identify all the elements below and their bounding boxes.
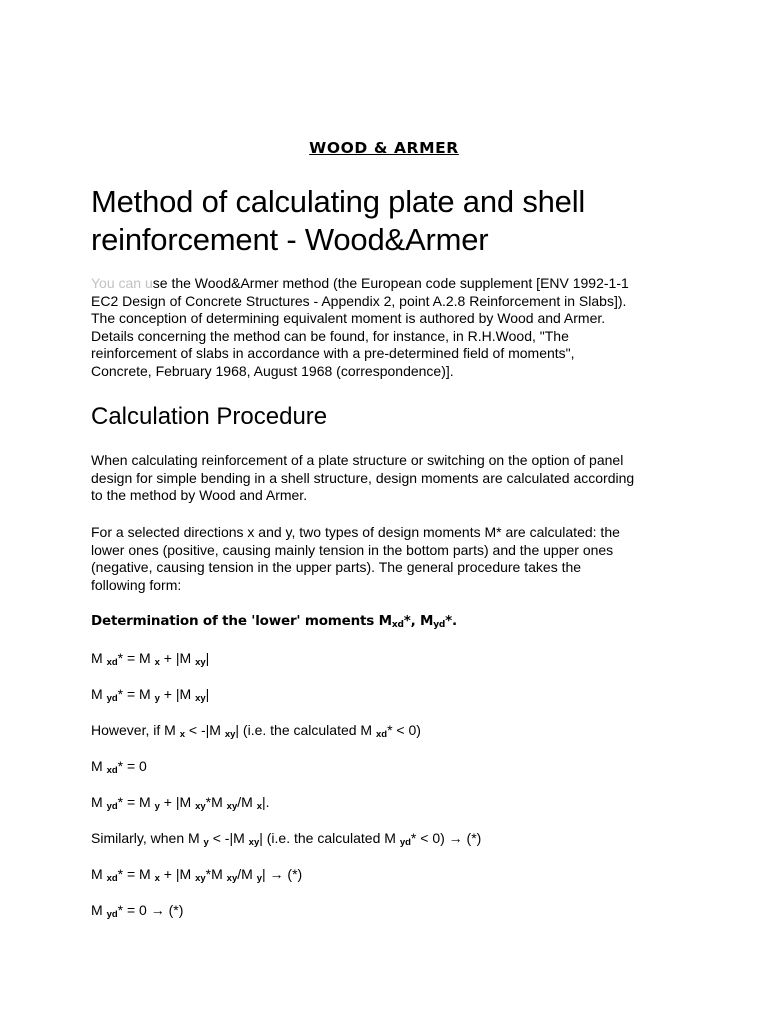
subscript: xd — [106, 765, 118, 776]
paragraph-line: For a selected directions x and y, two types of design moments M* are calculated: the — [91, 524, 620, 540]
subscript: xy — [195, 657, 206, 668]
intro-line: Concrete, February 1968, August 1968 (correspondence)]. — [91, 362, 454, 379]
eq-text: | → (*) — [261, 866, 303, 882]
intro-line: Details concerning the method can be found, for instance, in R.H.Wood, "The — [91, 327, 569, 344]
eq-text: *M — [205, 794, 227, 810]
intro-paragraph — [91, 275, 691, 380]
subscript: yd — [106, 801, 118, 812]
main-heading — [91, 183, 691, 259]
eq-text: + |M — [159, 866, 196, 882]
intro-line: EC2 Design of Concrete Structures - Appendix 2, point A.2.8 Reinforcement in Slabs]). — [91, 292, 627, 309]
eq-text: |. — [261, 794, 270, 810]
lower-moments-subheading — [91, 613, 691, 630]
main-heading-line: Method of calculating plate and shell — [91, 184, 586, 219]
paragraph-line: (negative, causing tension in the upper parts). The general procedure takes the — [91, 559, 582, 575]
subscript: y — [256, 873, 262, 884]
subscript: xd — [106, 873, 118, 884]
equation-myd-adjusted — [91, 794, 691, 815]
subscript: y — [154, 693, 160, 704]
eq-text: < -|M — [208, 830, 249, 846]
subheading-text: *, M — [403, 613, 434, 629]
subscript: xy — [195, 801, 206, 812]
subscript: xy — [224, 729, 236, 740]
eq-text: /M — [237, 794, 257, 810]
eq-text: *M — [205, 866, 227, 882]
subscript: xy — [195, 873, 206, 884]
paragraph-line: following form: — [91, 576, 182, 593]
equation-myd-zero — [91, 902, 691, 923]
subscript: yd — [106, 693, 118, 704]
eq-text: /M — [237, 866, 257, 882]
subscript: xy — [226, 801, 238, 812]
equation-mxd-adjusted — [91, 866, 691, 887]
eq-text: + |M — [159, 650, 196, 666]
subscript: xy — [248, 837, 260, 848]
eq-text: * < 0) → (*) — [410, 830, 482, 846]
paragraph-line: to the method by Wood and Armer. — [91, 487, 308, 503]
subscript: yd — [106, 909, 118, 920]
eq-text: M — [91, 866, 107, 882]
subscript: y — [203, 837, 209, 848]
condition-mx-negative — [91, 722, 691, 743]
paragraph-line: lower ones (positive, causing mainly tension in the bottom parts) and the upper ones — [91, 541, 614, 558]
eq-text: < -|M — [185, 722, 225, 738]
eq-text: * = M — [117, 794, 155, 810]
eq-text: M — [91, 902, 107, 918]
subscript: x — [179, 729, 185, 740]
eq-text: * = M — [117, 866, 155, 882]
subscript: yd — [399, 837, 411, 848]
eq-text: + |M — [159, 794, 196, 810]
eq-text: * = M — [117, 686, 155, 702]
intro-line — [91, 275, 691, 293]
eq-text: * = 0 — [117, 758, 147, 774]
subscript: xd — [391, 620, 404, 630]
eq-text: However, if M — [91, 722, 180, 738]
equation-mxd — [91, 650, 691, 671]
subscript: xd — [375, 729, 388, 740]
eq-text: | — [205, 686, 210, 702]
subscript: xy — [226, 873, 238, 884]
subscript: yd — [433, 620, 446, 630]
section-heading: Calculation Procedure — [91, 403, 328, 430]
subscript: xy — [195, 693, 206, 704]
eq-text: Similarly, when M — [91, 830, 204, 846]
eq-text: M — [91, 650, 107, 666]
eq-text: M — [91, 686, 107, 702]
intro-text: se the Wood&Armer method (the European code supplement [ENV 1992-1-1 — [152, 275, 629, 291]
eq-text: * = M — [117, 650, 155, 666]
eq-text: * = 0 → (*) — [117, 902, 184, 918]
eq-text: | (i.e. the calculated M — [259, 830, 400, 846]
paragraph-design-moments — [91, 524, 691, 594]
paragraph-line: When calculating reinforcement of a plate structure or switching on the option of panel — [91, 452, 624, 468]
subscript: xd — [106, 657, 118, 668]
subscript: x — [256, 801, 262, 812]
condition-my-negative — [91, 830, 691, 851]
main-heading-line: reinforcement - Wood&Armer — [91, 222, 489, 257]
paragraph-calculation-intro — [91, 452, 691, 505]
document-title: WOOD & ARMER — [309, 139, 459, 157]
equation-mxd-zero — [91, 758, 691, 779]
eq-text: * < 0) — [387, 722, 421, 738]
intro-faded-text: You can u — [91, 275, 153, 291]
subscript: y — [154, 801, 160, 812]
subscript: x — [154, 657, 160, 668]
paragraph-line: design for simple bending in a shell structure, design moments are calculated according — [91, 469, 635, 486]
subscript: x — [154, 873, 160, 884]
eq-text: | (i.e. the calculated M — [235, 722, 376, 738]
subheading-text: Determination of the 'lower' moments M — [91, 613, 392, 629]
subheading-text: *. — [445, 613, 457, 629]
eq-text: M — [91, 794, 107, 810]
equation-myd — [91, 686, 691, 707]
eq-text: + |M — [159, 686, 196, 702]
intro-line: reinforcement of slabs in accordance with a pre-determined field of moments", — [91, 345, 575, 361]
eq-text: M — [91, 758, 107, 774]
eq-text: | — [205, 650, 210, 666]
intro-line: The conception of determining equivalent moment is authored by Wood and Armer. — [91, 310, 606, 326]
